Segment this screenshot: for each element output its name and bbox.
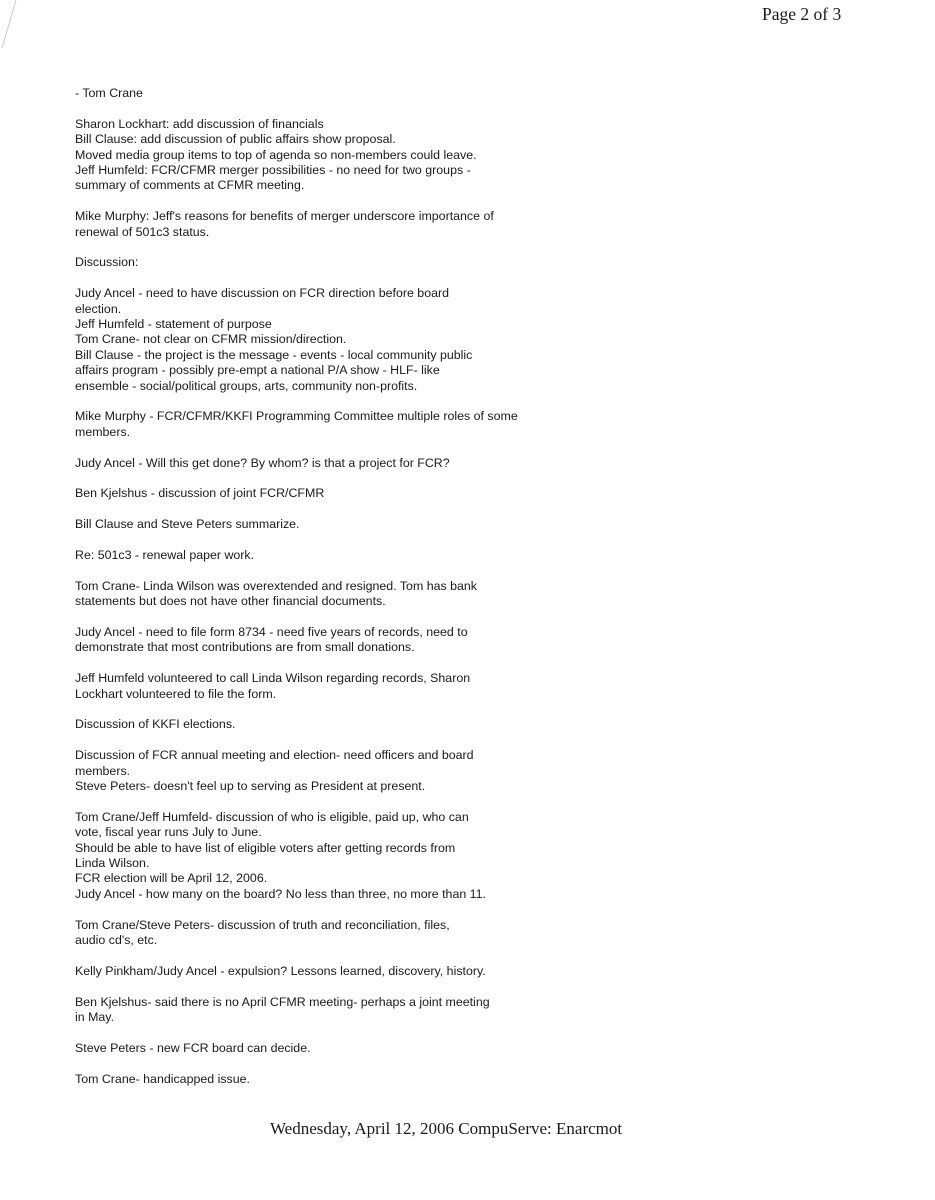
text-line: Discussion: [75,255,139,270]
text-line: Judy Ancel - need to have discussion on FCR direction before board [75,286,449,301]
minutes-paragraph [75,810,595,902]
minutes-paragraph [75,456,595,471]
minutes-paragraph [75,995,595,1026]
text-line: FCR election will be April 12, 2006. [75,871,268,886]
text-line: Kelly Pinkham/Judy Ancel - expulsion? Lessons learned, discovery, history. [75,963,486,978]
text-line: - Tom Crane [75,86,143,100]
minutes-paragraph [75,918,595,949]
minutes-paragraph [75,548,595,563]
text-line: Ben Kjelshus - discussion of joint FCR/CFMR [75,486,325,501]
minutes-paragraph [75,579,595,610]
text-line: Bill Clause: add discussion of public affairs show proposal. [75,132,396,147]
text-line: audio cd's, etc. [75,933,158,948]
minutes-paragraph [75,409,595,440]
text-line: Mike Murphy - FCR/CFMR/KKFI Programming Committee multiple roles of some [75,409,518,424]
text-line: Jeff Humfeld volunteered to call Linda Wilson regarding records, Sharon [75,671,471,686]
minutes-paragraph [75,86,595,101]
text-line: ensemble - social/political groups, arts, community non-profits. [75,378,418,393]
minutes-paragraph [75,517,595,532]
text-line: Re: 501c3 - renewal paper work. [75,548,255,563]
text-line: in May. [75,1010,115,1025]
text-line: Steve Peters - new FCR board can decide. [75,1040,311,1055]
minutes-paragraph [75,209,595,240]
text-line: statements but does not have other financial documents. [75,594,386,609]
page-number: Page 2 of 3 [762,4,842,24]
text-line: Lockhart volunteered to file the form. [75,686,277,701]
minutes-paragraph [75,1072,595,1087]
minutes-paragraph [75,286,595,394]
meeting-minutes-body [75,86,595,1102]
minutes-paragraph [75,964,595,979]
text-line: Tom Crane/Steve Peters- discussion of truth and reconciliation, files, [75,917,450,932]
page-footer: Wednesday, April 12, 2006 CompuServe: Enarcmot [270,1119,623,1138]
text-line: Jeff Humfeld: FCR/CFMR merger possibilities - no need for two groups - [75,163,471,178]
text-line: Judy Ancel - how many on the board? No less than three, no more than 11. [75,886,486,901]
text-line: Judy Ancel - Will this get done? By whom? is that a project for FCR? [75,455,450,470]
text-line: Jeff Humfeld - statement of purpose [75,317,272,332]
text-line: affairs program - possibly pre-empt a national P/A show - HLF- like [75,363,440,378]
text-line: Ben Kjelshus- said there is no April CFMR meeting- perhaps a joint meeting [75,994,490,1009]
minutes-paragraph [75,486,595,501]
text-line: summary of comments at CFMR meeting. [75,178,305,193]
text-line: members. [75,424,131,439]
text-line: Sharon Lockhart: add discussion of financials [75,116,324,131]
text-line: Linda Wilson. [75,856,150,871]
text-line: Tom Crane/Jeff Humfeld- discussion of who is eligible, paid up, who can [75,809,469,824]
text-line: Discussion of KKFI elections. [75,717,236,732]
text-line: Tom Crane- Linda Wilson was overextended and resigned. Tom has bank [75,578,477,593]
minutes-paragraph [75,671,595,702]
text-line: Tom Crane- not clear on CFMR mission/direction. [75,332,347,347]
minutes-paragraph [75,255,595,270]
text-line: Judy Ancel - need to file form 8734 - need five years of records, need to [75,625,468,640]
text-line: Bill Clause - the project is the message - events - local community public [75,347,473,362]
text-line: vote, fiscal year runs July to June. [75,825,262,840]
text-line: Mike Murphy: Jeff's reasons for benefits of merger underscore importance of [75,209,494,224]
text-line: election. [75,301,122,316]
text-line: members. [75,763,131,778]
text-line: demonstrate that most contributions are from small donations. [75,640,415,655]
text-line: Moved media group items to top of agenda so non-members could leave. [75,147,477,162]
text-line: Discussion of FCR annual meeting and election- need officers and board [75,748,474,763]
scan-edge-mark [0,0,20,60]
minutes-paragraph [75,1041,595,1056]
minutes-paragraph [75,748,595,794]
text-line: Should be able to have list of eligible voters after getting records from [75,840,456,855]
minutes-paragraph [75,717,595,732]
text-line: Tom Crane- handicapped issue. [75,1071,250,1086]
text-line: Steve Peters- doesn't feel up to serving as President at present. [75,779,426,794]
text-line: renewal of 501c3 status. [75,224,210,239]
text-line: Bill Clause and Steve Peters summarize. [75,517,300,532]
minutes-paragraph [75,625,595,656]
minutes-paragraph [75,117,595,194]
